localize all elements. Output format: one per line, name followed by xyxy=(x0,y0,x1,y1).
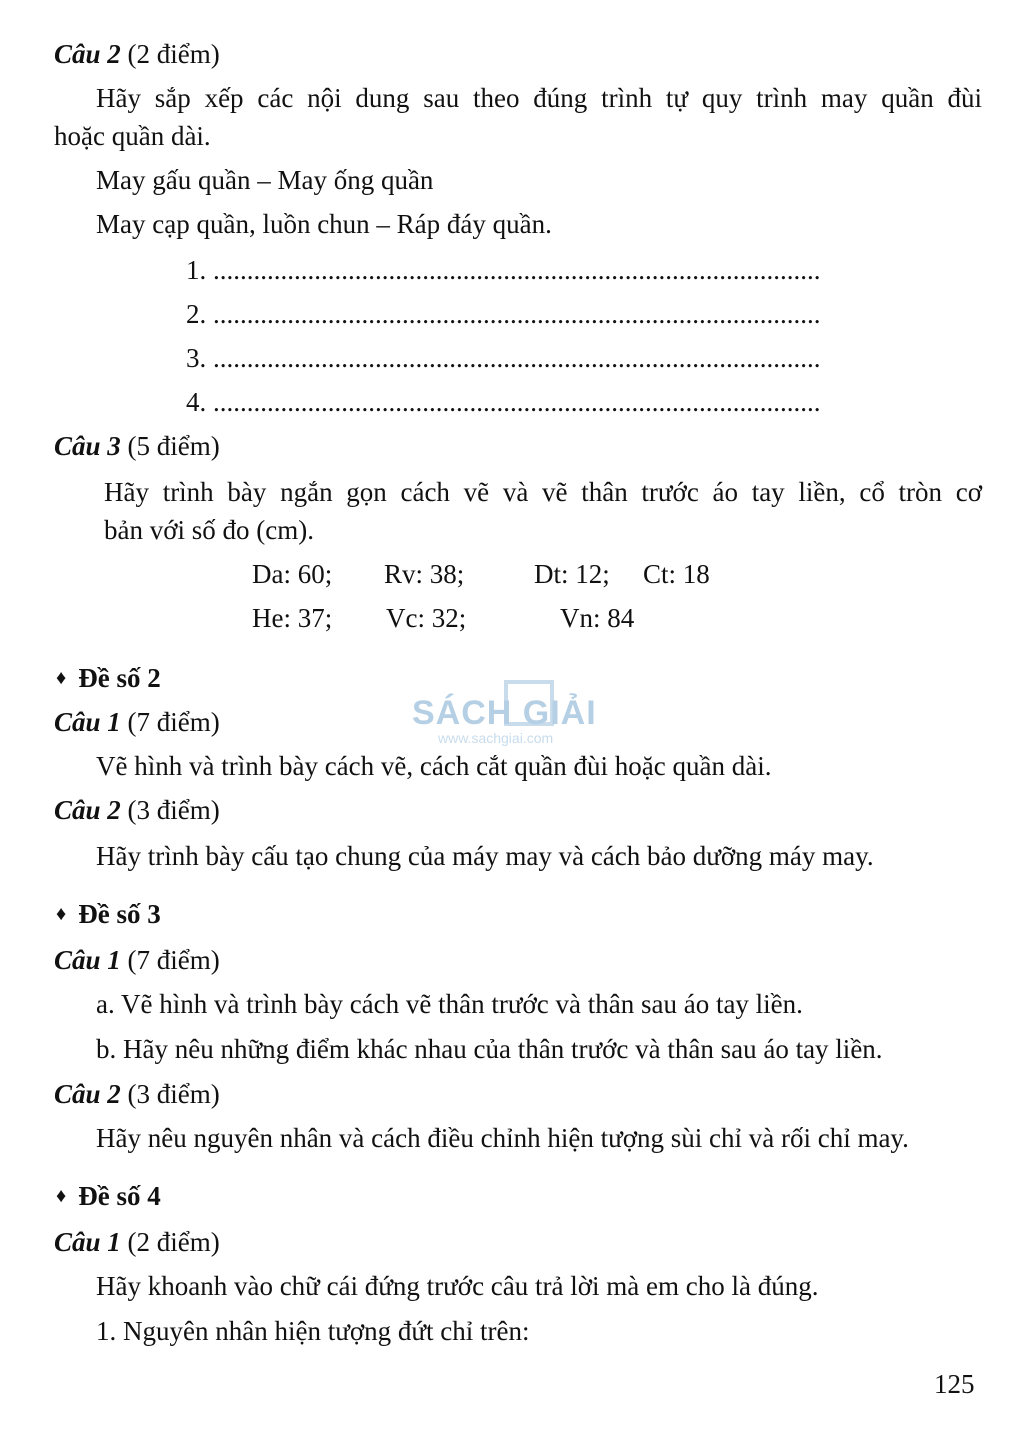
answer-line-3: 3. .......................................................................................... xyxy=(186,343,821,373)
de4-cau1-text: Hãy khoanh vào chữ cái đứng trước câu trả lời mà em cho là đúng. xyxy=(96,1271,819,1301)
measure-vn: Vn: 84 xyxy=(560,603,635,633)
cau2-text-line2: hoặc quần dài. xyxy=(54,121,211,151)
watermark-url: www.sachgiai.com xyxy=(438,730,554,746)
answer-line-1: 1. .......................................................................................... xyxy=(186,255,821,285)
answer-line-4: 4. .......................................................................................... xyxy=(186,387,821,417)
de3-cau2-text: Hãy nêu nguyên nhân và cách điều chỉnh hiện tượng sùi chỉ và rối chỉ may. xyxy=(96,1123,909,1153)
cau2-item-2: May cạp quần, luồn chun – Ráp đáy quần. xyxy=(96,209,552,239)
cau2-text-line1: Hãy sắp xếp các nội dung sau theo đúng trình tự quy trình may quần đùi xyxy=(96,83,982,113)
de3-cau1-b: b. Hãy nêu những điểm khác nhau của thân trước và thân sau áo tay liền. xyxy=(96,1034,883,1064)
cau3-heading: Câu 3 (5 điểm) xyxy=(54,431,220,461)
watermark-brand: SÁCH GIẢI xyxy=(412,694,597,732)
de3-title: ♦ Đề số 3 xyxy=(56,899,161,929)
diamond-bullet-icon: ♦ xyxy=(56,667,67,689)
measure-he: He: 37; xyxy=(252,603,333,633)
measure-da: Da: 60; xyxy=(252,559,333,589)
de2-cau2-text: Hãy trình bày cấu tạo chung của máy may và cách bảo dưỡng máy may. xyxy=(96,841,874,871)
de4-cau1-heading: Câu 1 (2 điểm) xyxy=(54,1227,220,1257)
de2-cau1-heading: Câu 1 (7 điểm) xyxy=(54,707,220,737)
measure-ct: Ct: 18 xyxy=(643,559,710,589)
cau3-text-line1: Hãy trình bày ngắn gọn cách vẽ và vẽ thân trước áo tay liền, cổ tròn cơ xyxy=(104,477,982,507)
de2-cau2-heading: Câu 2 (3 điểm) xyxy=(54,795,220,825)
diamond-bullet-icon: ♦ xyxy=(56,903,67,925)
page-number: 125 xyxy=(934,1369,975,1399)
de2-title: ♦ Đề số 2 xyxy=(56,663,161,693)
measure-rv: Rv: 38; xyxy=(384,559,465,589)
cau2-item-1: May gấu quần – May ống quần xyxy=(96,165,434,195)
watermark-logo xyxy=(408,676,618,756)
cau3-text-line2: bản với số đo (cm). xyxy=(104,515,314,545)
de3-cau2-heading: Câu 2 (3 điểm) xyxy=(54,1079,220,1109)
de4-cau1-item1: 1. Nguyên nhân hiện tượng đứt chỉ trên: xyxy=(96,1316,530,1346)
de3-cau1-heading: Câu 1 (7 điểm) xyxy=(54,945,220,975)
diamond-bullet-icon: ♦ xyxy=(56,1185,67,1207)
measure-vc: Vc: 32; xyxy=(386,603,467,633)
answer-line-2: 2. .......................................................................................... xyxy=(186,299,821,329)
de2-cau1-text: Vẽ hình và trình bày cách vẽ, cách cắt quần đùi hoặc quần dài. xyxy=(96,751,772,781)
measure-dt: Dt: 12; xyxy=(534,559,610,589)
cau2-heading: Câu 2 (2 điểm) xyxy=(54,39,220,69)
de4-title: ♦ Đề số 4 xyxy=(56,1181,161,1211)
de3-cau1-a: a. Vẽ hình và trình bày cách vẽ thân trước và thân sau áo tay liền. xyxy=(96,989,803,1019)
